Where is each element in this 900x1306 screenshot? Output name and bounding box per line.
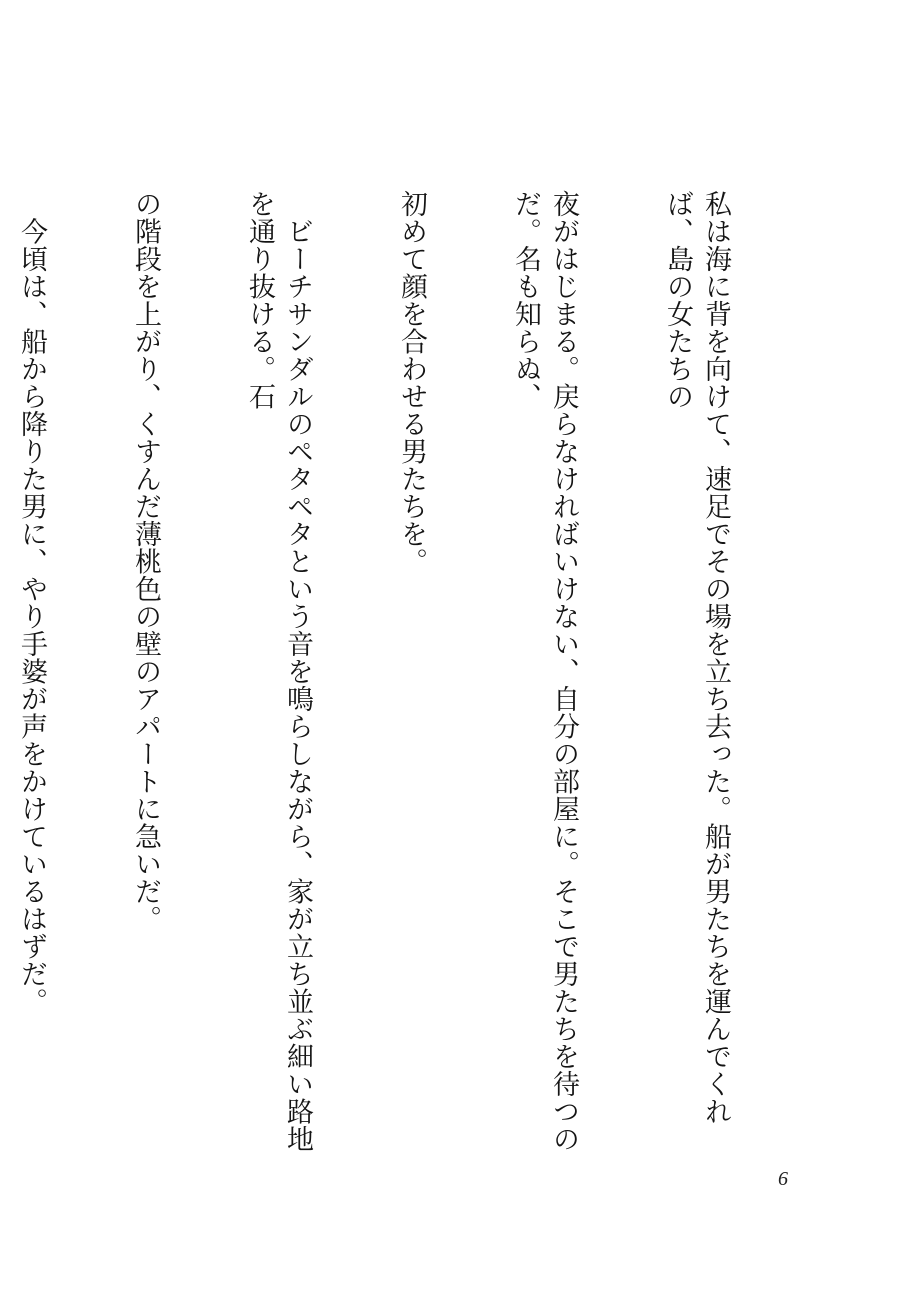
text-line: 初めて顔を合わせる男たちを。 <box>396 190 427 575</box>
text-line: ビーチサンダルのペタペタという音を鳴らしながら、家が立ち並ぶ細い路地を通り抜ける。石 <box>244 190 313 1153</box>
vertical-text-body <box>0 190 810 1160</box>
text-line: の階段を上がり、くすんだ薄桃色の壁のアパートに急いだ。 <box>130 190 161 933</box>
text-line: 私は海に背を向けて、速足でその場を立ち去った。船が男たちを運んでくれば、島の女たちの <box>662 190 731 1125</box>
text-line: 今頃は、船から降りた男に、やり手婆が声をかけているはずだ。 <box>16 190 47 1015</box>
text-line: 夜がはじまる。戻らなければいけない、自分の部屋に。そこで男たちを待つのだ。名も知らぬ、 <box>510 190 579 1153</box>
page-number: 6 <box>778 1168 788 1190</box>
